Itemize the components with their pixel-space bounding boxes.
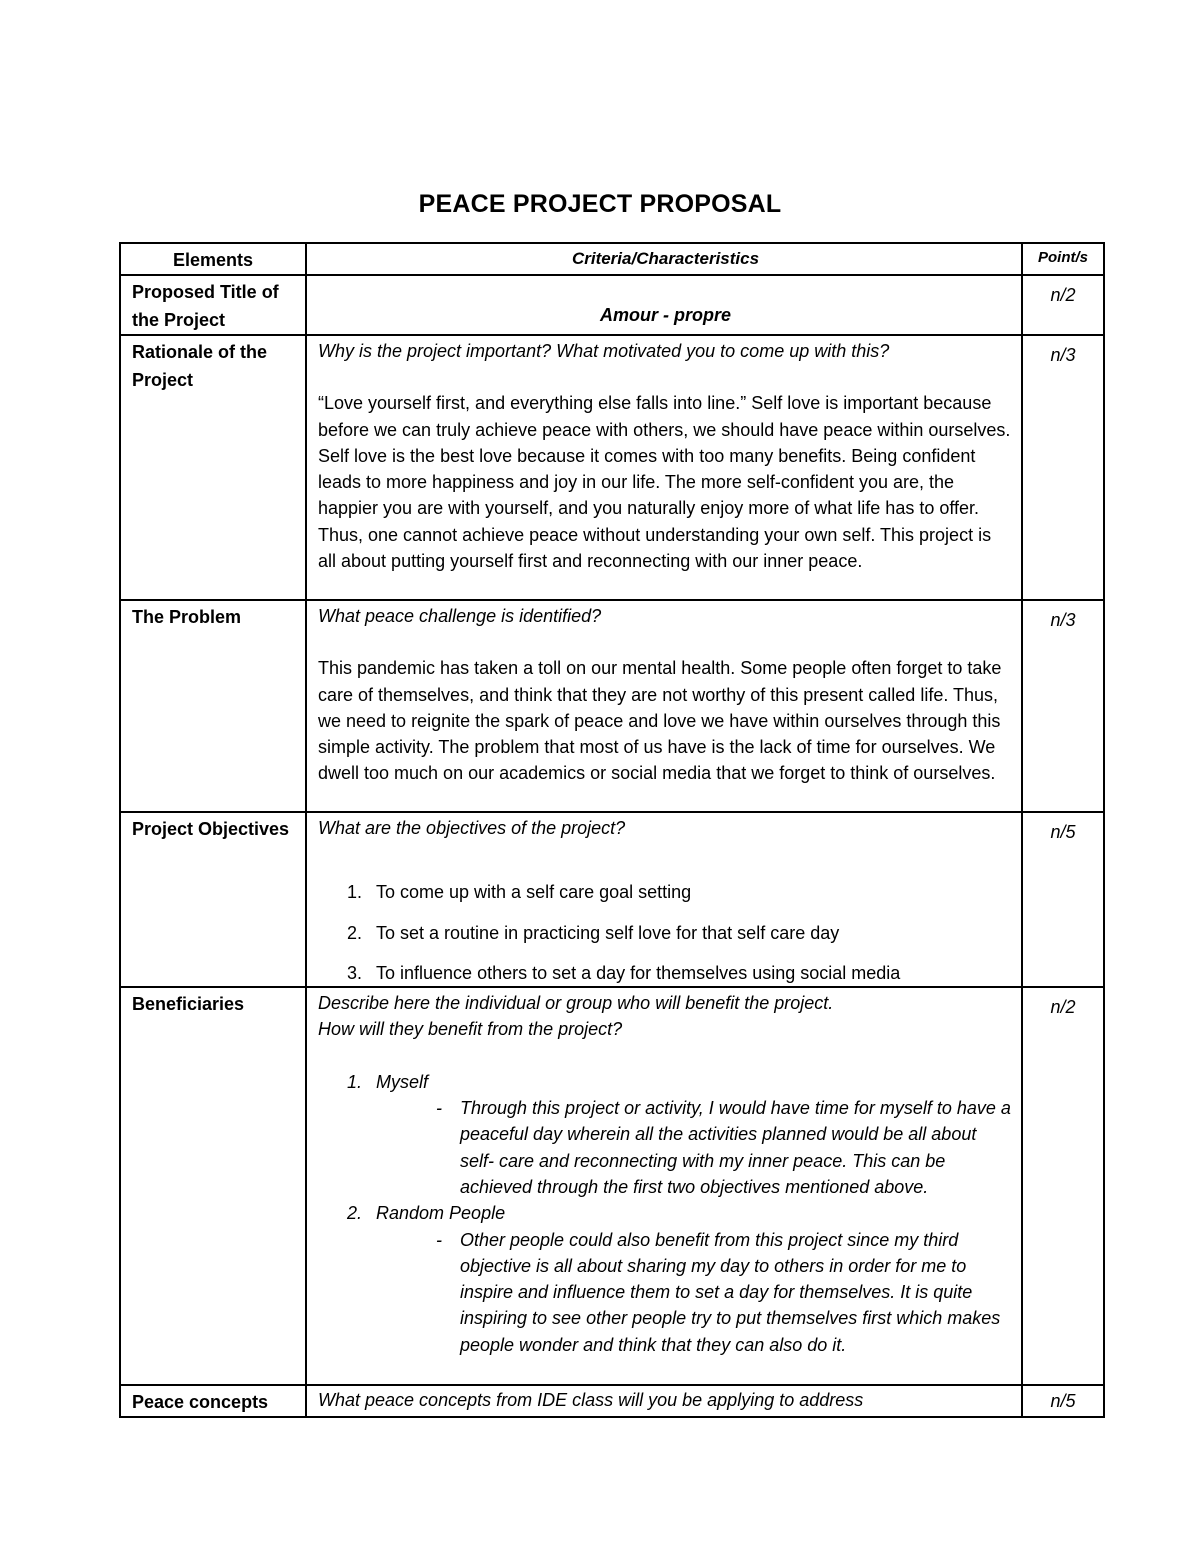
objectives-list [318, 879, 1013, 986]
list-item: 2. Random People [346, 1203, 506, 1224]
table-header-row [120, 243, 1104, 275]
list-item: 2. To set a routine in practicing self love for that self care day [346, 922, 840, 943]
table-row-problem [120, 600, 1104, 812]
objectives-prompt: What are the objectives of the project? [318, 818, 626, 838]
beneficiaries-prompt-2: How will they benefit from the project? [318, 1019, 623, 1040]
list-item-detail: - Other people could also benefit from this project since my third objective is all about sharing my day to others in order for me to inspire and influence them to set a day for themselves. It is quite inspiring to see other people try to put themselves first which makes people wonder and think that they can also do it. [436, 1229, 1001, 1355]
project-title-answer: Amour - propre [599, 305, 731, 325]
header-elements: Elements [120, 243, 306, 275]
concepts-prompt: What peace concepts from IDE class will you be applying to address [306, 1385, 1022, 1417]
problem-prompt: What peace challenge is identified? [318, 606, 602, 626]
row-label: Project Objectives [120, 812, 306, 987]
list-item: 1. To come up with a self care goal setting [346, 882, 692, 903]
list-item-detail: - Through this project or activity, I would have time for myself to have a peaceful day wherein all the activities planned would be all about self- care and reconnecting with my inner peace. This can be achieved through the first two objectives mentioned above. [436, 1098, 1011, 1197]
header-criteria: Criteria/Characteristics [306, 243, 1022, 275]
row-label: Proposed Title of the Project [120, 275, 306, 335]
table-row-concepts [120, 1385, 1104, 1417]
rationale-prompt: Why is the project important? What motivated you to come up with this? [318, 341, 890, 361]
problem-text: This pandemic has taken a toll on our mental health. Some people often forget to take care of themselves, and think that they are not worthy of this present called life. Thus, we need to reignite the spark of peace and love we have within ourselves through this simple activity. The problem that most of us have is the lack of time for ourselves. We dwell too much on our academics or social media that we forget to think of ourselves. [318, 658, 1002, 784]
row-points: n/5 [1022, 812, 1104, 987]
row-points: n/5 [1022, 1385, 1104, 1417]
row-points: n/3 [1022, 600, 1104, 812]
list-item: 3. To influence others to set a day for themselves using social media [346, 962, 901, 983]
row-points: n/3 [1022, 335, 1104, 600]
table-row-objectives [120, 812, 1104, 987]
table-row-title [120, 275, 1104, 335]
document-title: PEACE PROJECT PROPOSAL [418, 190, 782, 218]
row-points: n/2 [1022, 275, 1104, 335]
beneficiaries-prompt-1: Describe here the individual or group who will benefit the project. [318, 993, 834, 1014]
beneficiaries-list [318, 1069, 1013, 1095]
list-item: 1. Myself [346, 1071, 429, 1092]
row-label: Peace concepts [120, 1385, 306, 1417]
table-row-beneficiaries [120, 987, 1104, 1385]
header-points: Point/s [1022, 243, 1104, 275]
row-label: Rationale of the Project [120, 335, 306, 600]
row-label: Beneficiaries [120, 987, 306, 1385]
table-row-rationale [120, 335, 1104, 600]
proposal-table [119, 242, 1105, 1418]
row-points: n/2 [1022, 987, 1104, 1385]
row-label: The Problem [120, 600, 306, 812]
rationale-text: “Love yourself first, and everything else falls into line.” Self love is important because before we can truly achieve peace with others, we should have peace within ourselves. Self love is the best love because it comes with too many benefits. Being confident leads to more happiness and joy in our life. The more self-confident you are, the happier you are with yourself, and you naturally enjoy more of what life has to offer. Thus, one cannot achieve peace without understanding your own self. This project is all about putting yourself first and reconnecting with our inner peace. [318, 393, 1011, 572]
